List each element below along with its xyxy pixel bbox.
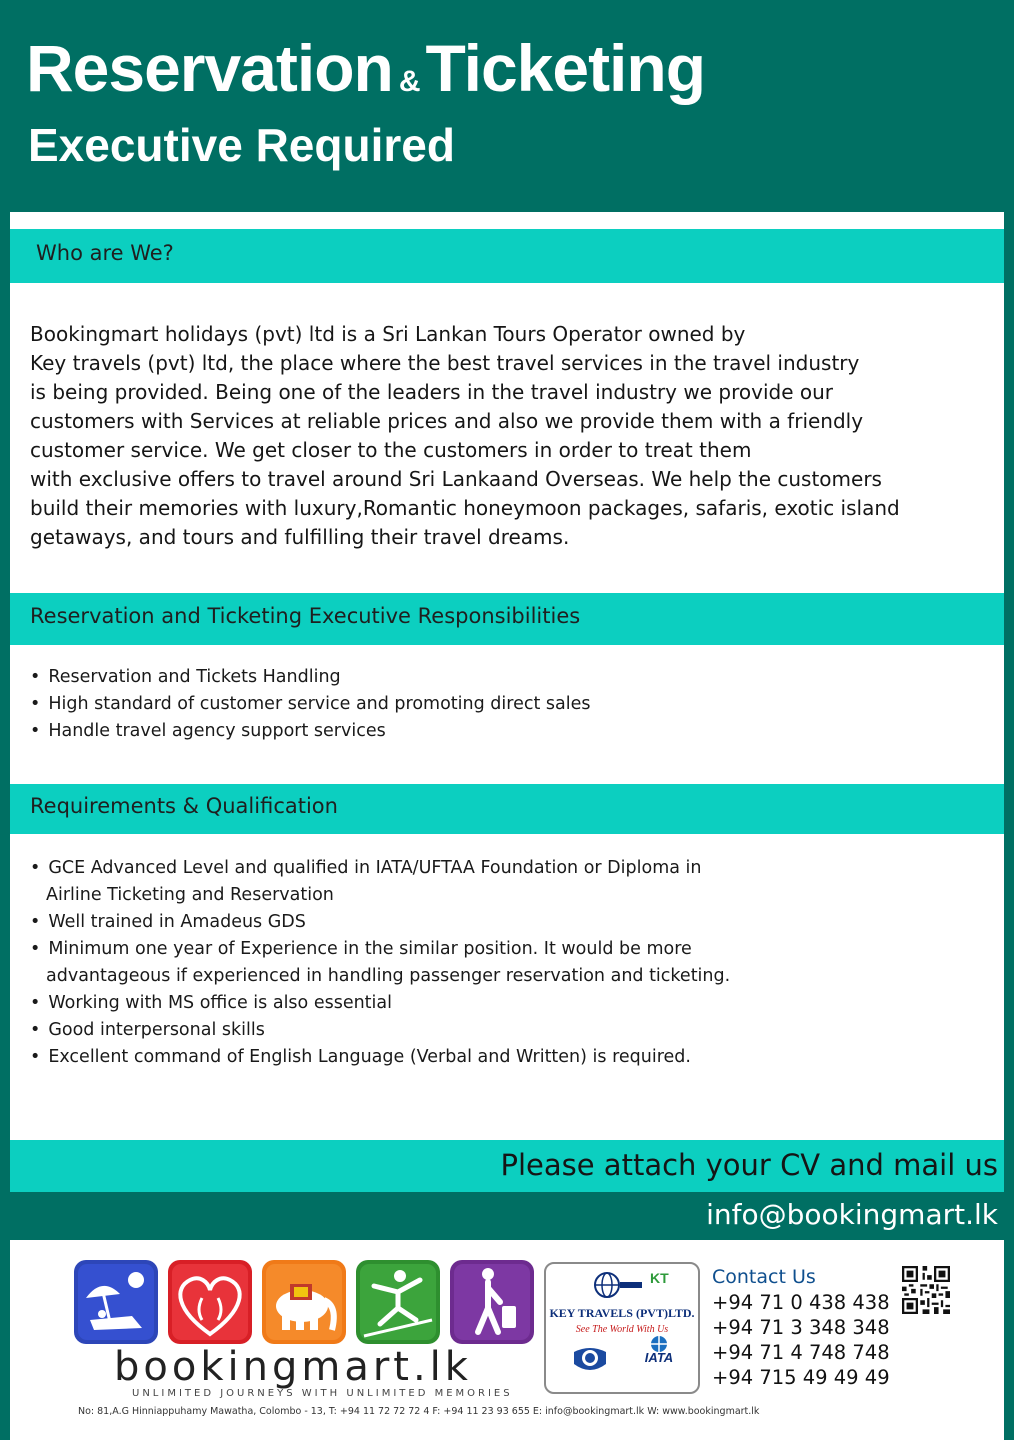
list-item: • Excellent command of English Language (Verbal and Written) is required. (30, 1044, 730, 1071)
address-line: No: 81,A.G Hinniappuhamy Mawatha, Colombo - 13, T: +94 11 72 72 72 4 F: +94 11 23 93 655 E: info@bookingmart.lk W: www.bookingmart.lk (78, 1406, 760, 1417)
key-travels-slogan: See The World With Us (575, 1324, 669, 1335)
list-item: • GCE Advanced Level and qualified in IATA/UFTAA Foundation or Diploma in (30, 855, 730, 882)
jumping-person-icon (354, 1258, 442, 1346)
phone-list (712, 1290, 890, 1390)
phone-number[interactable]: +94 71 4 748 748 (712, 1341, 890, 1364)
about-line: Key travels (pvt) ltd, the place where the best travel services in the travel industry (30, 351, 860, 375)
about-line: is being provided. Being one of the leaders in the travel industry we provide our (30, 380, 833, 404)
brand-tagline: UNLIMITED JOURNEYS WITH UNLIMITED MEMORIES (132, 1388, 513, 1399)
heart-couple-icon (166, 1258, 254, 1346)
cv-instruction: Please attach your CV and mail us (500, 1148, 998, 1182)
requirements-list (30, 855, 730, 1071)
contact-title: Contact Us (712, 1266, 816, 1288)
about-line: customers with Services at reliable prices and also we provide them with a friendly (30, 409, 864, 433)
about-heading: Who are We? (36, 241, 174, 265)
responsibilities-heading-band (10, 593, 1004, 645)
about-text (30, 320, 900, 552)
beach-chair-icon (72, 1258, 160, 1346)
about-line: Bookingmart holidays (pvt) ltd is a Sri Lankan Tours Operator owned by (30, 322, 746, 346)
requirements-heading-band (10, 784, 1004, 834)
responsibilities-heading: Reservation and Ticketing Executive Responsibilities (30, 604, 581, 628)
key-travels-logo (544, 1262, 700, 1394)
list-item: • Handle travel agency support services (30, 718, 590, 745)
about-line: build their memories with luxury,Romantic honeymoon packages, safaris, exotic island (30, 496, 900, 520)
list-item: • High standard of customer service and promoting direct sales (30, 691, 590, 718)
traveler-luggage-icon (448, 1258, 536, 1346)
about-line: with exclusive offers to travel around Sri Lankaand Overseas. We help the customers (30, 467, 882, 491)
brand-name: bookingmart.lk (114, 1344, 472, 1390)
kt-mark: KT (650, 1270, 669, 1286)
list-item: • Good interpersonal skills (30, 1017, 730, 1044)
list-item: • Well trained in Amadeus GDS (30, 909, 730, 936)
requirements-heading: Requirements & Qualification (30, 794, 338, 818)
qr-code-icon[interactable] (902, 1266, 950, 1314)
title-amp: & (398, 65, 420, 98)
title-part1: Reservation (26, 31, 393, 105)
list-item-continuation: Airline Ticketing and Reservation (46, 885, 334, 905)
iata-label: IATA (644, 1350, 674, 1365)
key-travels-name: KEY TRAVELS (PVT)LTD. (549, 1306, 695, 1320)
list-item: • Working with MS office is also essential (30, 990, 730, 1017)
service-icons (72, 1258, 536, 1348)
list-item: • Reservation and Tickets Handling (30, 664, 590, 691)
anniversary-seal-icon (570, 1342, 610, 1378)
page-title (26, 30, 705, 106)
phone-number[interactable]: +94 71 0 438 438 (712, 1291, 890, 1314)
list-item: • Minimum one year of Experience in the similar position. It would be more (30, 936, 730, 963)
email-link[interactable]: info@bookingmart.lk (706, 1198, 998, 1231)
elephant-icon (260, 1258, 348, 1346)
about-heading-band (10, 229, 1004, 283)
globe-icon (592, 1270, 652, 1300)
about-line: customer service. We get closer to the customers in order to treat them (30, 438, 752, 462)
phone-number[interactable]: +94 715 49 49 49 (712, 1366, 890, 1389)
list-item-continuation: advantageous if experienced in handling passenger reservation and ticketing. (46, 966, 731, 986)
email-band (0, 1192, 1014, 1240)
page-subtitle: Executive Required (28, 119, 455, 171)
title-part2: Ticketing (425, 31, 706, 105)
responsibilities-list (30, 664, 590, 745)
about-line: getaways, and tours and fulfilling their travel dreams. (30, 525, 570, 549)
cv-band (10, 1140, 1004, 1192)
header (0, 0, 1014, 212)
phone-number[interactable]: +94 71 3 348 348 (712, 1316, 890, 1339)
